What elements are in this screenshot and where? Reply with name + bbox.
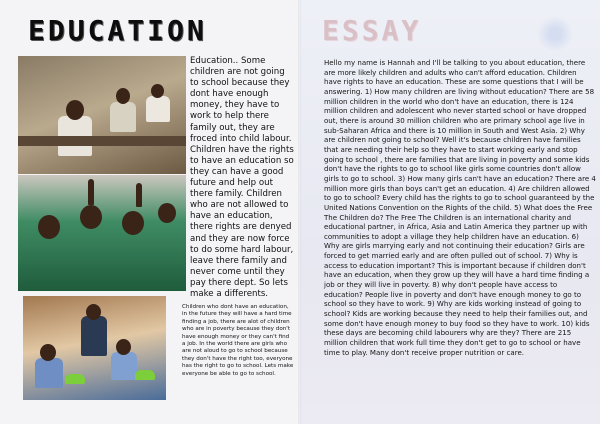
- child-head: [158, 203, 176, 223]
- child-head: [40, 344, 56, 361]
- education-note-text: Children who dont have an education, in the future they will have a hard time finding a job, there are alot of children who are in poverty because they don't have enough money or they can't find a job. In the world there are girls who are not aloud to go to school because they don't have the right too, everyone has the right to go to school. Lets make everyone be able to go to school.: [182, 304, 294, 377]
- child-head: [38, 215, 60, 239]
- child-figure: [110, 102, 136, 132]
- child-head: [116, 339, 131, 355]
- child-figure: [146, 96, 170, 122]
- classroom-photo-3: [23, 296, 166, 400]
- classroom-photo-2: [18, 175, 186, 291]
- education-title: EDUCATION: [28, 14, 207, 47]
- desk: [18, 136, 186, 146]
- teacher-figure: [81, 316, 107, 356]
- education-intro-text: Education.. Some children are not going to school because they dont have enough money, they have to work to help there family out, they are froced into child labour. Children have the rights to have an education so they can have a good future and help out there family. Children who are not allowed to have an education, there rights are denyed and they are now force to do some hard labour, leave there family and never come until they pay there dept. So lets make a differents.: [190, 56, 294, 299]
- essay-body-text: Hello my name is Hannah and I'll be talking to you about education, there are more likely children and adults who can't afford education. Children have rights to have an education. These are some questions that I will be answering. 1) How many children are living without education? There are 58 million children in the world who don't have an education, there is 124 million children and adolescent who never started school or have dropped out, there is around 30 million children who are primary school age live in sub-Saharan Africa and there is 10 million in South and West Asia. 2) Why are children not going to school? Well it's because children have families that are needing their help so they have to start working early and stop going to school , there are families that are living in poverty and some kids don't have the rights to go to school like girls some countries don't allow girls to go to school. 3) How many girls can't have an education? There are 4 million more girls than boys can't get an education. 4) Are children allowed to go to school? Every child has the rights to go to school guaranteed by the United Nations Convention on the Rights of the child. 5) What does the Free The Children do? The Free The Children is an international charity and educational partner, in Africa, Asia and Latin America they partner up with communities to adopt a village they help children have an education. 6) Why are girls marrying early and not continuing their education? Girls are forced to get married early and are often pulled out of school. 7) Why is access to education important? This is important because if children don't have an education, when they grow up they will have a hard time finding a job or they will live in poverty. 8) why don't people have access to education? People live in poverty and don't have enough money to go to school so they have to work. 9) Why are kids working instead of going to school? Kids are working because they need to help their families out, and some don't have enough money to buy food so they have to work. 10) kids these days are becoming child labourers why are they? There are 215 million children that work full time they don't get to go to school or have time to play. Many don't receive proper nutrition or care.: [324, 58, 596, 357]
- laptop: [65, 374, 85, 384]
- child-head: [151, 84, 164, 98]
- teacher-head: [86, 304, 101, 320]
- child-figure: [35, 358, 63, 388]
- essay-title: ESSAY: [322, 14, 422, 47]
- classroom-photo-1: [18, 56, 186, 174]
- child-figure: [111, 352, 137, 380]
- raised-hand: [88, 179, 94, 205]
- child-head: [66, 100, 84, 120]
- page-gutter: [298, 0, 302, 424]
- child-head: [80, 205, 102, 229]
- raised-hand: [136, 183, 142, 207]
- child-head: [116, 88, 130, 104]
- right-page: [300, 0, 600, 424]
- laptop: [135, 370, 155, 380]
- child-head: [122, 211, 144, 235]
